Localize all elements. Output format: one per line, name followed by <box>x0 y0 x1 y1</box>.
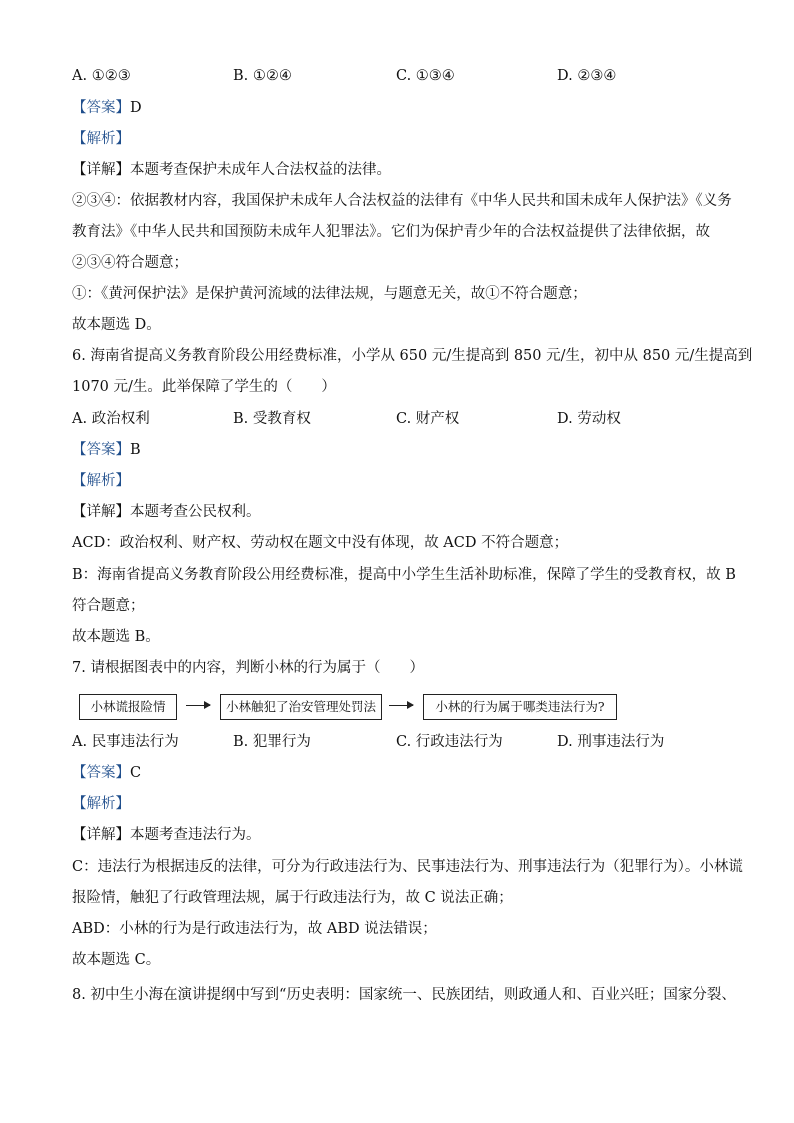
answer-tag: 【答案】 <box>72 442 130 458</box>
flow-arrow-1 <box>186 705 210 706</box>
q6-explanation-3: 符合题意； <box>72 598 145 614</box>
q5-explanation-1: ②③④：依据教材内容，我国保护未成年人合法权益的法律有《中华人民共和国未成年人保护法》《义务 <box>72 193 732 209</box>
q6-option-b: B. 受教育权 <box>233 411 311 427</box>
q6-stem-1: 6. 海南省提高义务教育阶段公用经费标准，小学从 650 元/生提高到 850 元/生，初中从 850 元/生提高到 <box>72 348 753 364</box>
q7-answer: C <box>130 765 142 781</box>
detail-tag: 【详解】 <box>72 162 130 178</box>
q7-option-b: B. 犯罪行为 <box>233 734 311 750</box>
q7-explanation-3: ABD：小林的行为是行政违法行为，故 ABD 说法错误； <box>72 921 437 937</box>
q5-conclusion: 故本题选 D。 <box>72 317 161 333</box>
flow-arrow-2 <box>389 705 413 706</box>
q5-option-b: B. ①②④ <box>233 68 292 84</box>
q6-answer: B <box>130 442 141 458</box>
analysis-tag: 【解析】 <box>72 796 130 812</box>
q5-explanation-2: 教育法》《中华人民共和国预防未成年人犯罪法》。它们为保护青少年的合法权益提供了法律依据，故 <box>72 224 710 240</box>
q6-option-c: C. 财产权 <box>396 411 460 427</box>
q5-option-d: D. ②③④ <box>557 68 617 84</box>
q6-detail: 本题考查公民权利。 <box>130 504 261 520</box>
analysis-tag: 【解析】 <box>72 131 130 147</box>
q5-analysis-line <box>72 129 130 149</box>
q7-option-c: C. 行政违法行为 <box>396 734 503 750</box>
q5-answer: D <box>130 100 142 116</box>
q5-explanation-4: ①：《黄河保护法》是保护黄河流域的法律法规，与题意无关，故①不符合题意； <box>72 286 587 302</box>
answer-tag: 【答案】 <box>72 765 130 781</box>
q6-conclusion: 故本题选 B。 <box>72 629 160 645</box>
q7-analysis-line <box>72 794 130 814</box>
flow-box-1: 小林谎报险情 <box>79 694 177 720</box>
q7-explanation-1: C：违法行为根据违反的法律，可分为行政违法行为、民事违法行为、刑事违法行为（犯罪行为）。小林谎 <box>72 859 743 875</box>
q7-answer-line <box>72 763 141 783</box>
q7-option-d: D. 刑事违法行为 <box>557 734 665 750</box>
q7-option-a: A. 民事违法行为 <box>72 734 179 750</box>
q7-explanation-2: 报险情，触犯了行政管理法规，属于行政违法行为，故 C 说法正确； <box>72 890 513 906</box>
q5-explanation-3: ②③④符合题意； <box>72 255 188 271</box>
detail-tag: 【详解】 <box>72 504 130 520</box>
q5-detail-line <box>72 160 391 180</box>
q6-explanation-1: ACD：政治权利、财产权、劳动权在题文中没有体现，故 ACD 不符合题意； <box>72 535 569 551</box>
q6-option-d: D. 劳动权 <box>557 411 621 427</box>
q6-analysis-line <box>72 471 130 491</box>
q5-option-a: A. ①②③ <box>72 68 131 84</box>
q7-detail: 本题考查违法行为。 <box>130 827 261 843</box>
flow-box-2: 小林触犯了治安管理处罚法 <box>220 694 382 720</box>
q5-detail: 本题考查保护未成年人合法权益的法律。 <box>130 162 391 178</box>
q6-answer-line <box>72 440 141 460</box>
analysis-tag: 【解析】 <box>72 473 130 489</box>
q7-stem: 7. 请根据图表中的内容，判断小林的行为属于（ ） <box>72 660 424 676</box>
flow-box-3: 小林的行为属于哪类违法行为? <box>423 694 617 720</box>
q7-conclusion: 故本题选 C。 <box>72 952 161 968</box>
detail-tag: 【详解】 <box>72 827 130 843</box>
answer-tag: 【答案】 <box>72 100 130 116</box>
q8-stem-1: 8. 初中生小海在演讲提纲中写到“历史表明：国家统一、民族团结，则政通人和、百业兴旺；国家分裂、 <box>72 987 736 1003</box>
q6-stem-2: 1070 元/生。此举保障了学生的（ ） <box>72 379 336 395</box>
q6-option-a: A. 政治权利 <box>72 411 150 427</box>
q6-explanation-2: B：海南省提高义务教育阶段公用经费标准，提高中小学生生活补助标准，保障了学生的受教育权，故 B <box>72 567 736 583</box>
q7-detail-line <box>72 825 261 845</box>
q5-option-c: C. ①③④ <box>396 68 455 84</box>
q5-answer-line <box>72 98 142 118</box>
q6-detail-line <box>72 502 261 522</box>
